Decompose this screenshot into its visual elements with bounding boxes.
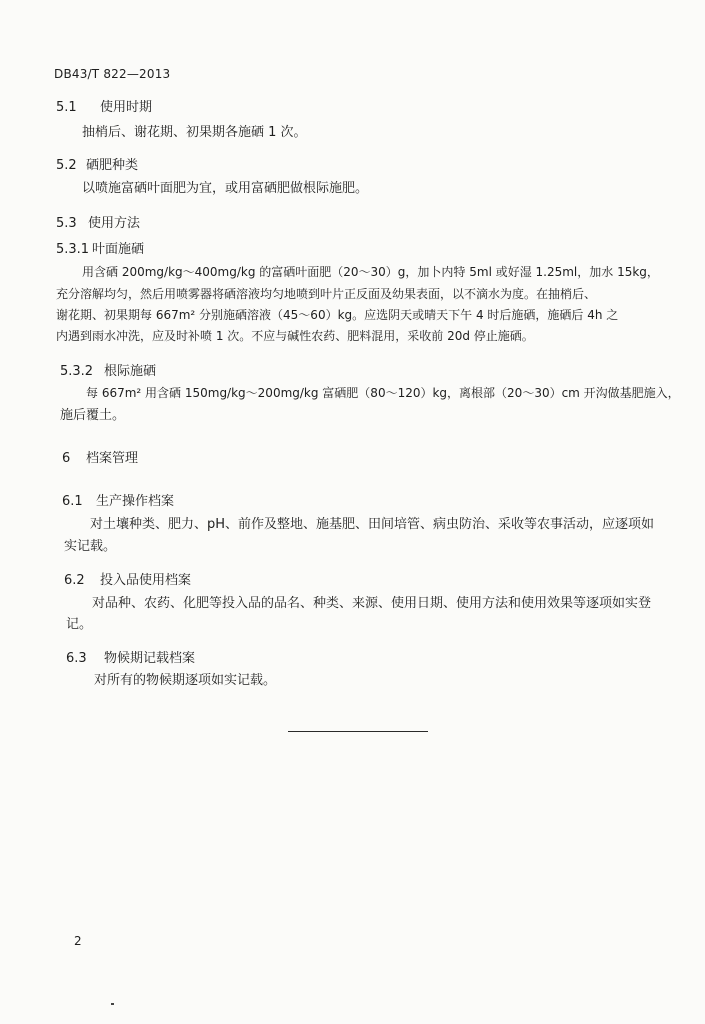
section-5-3-1-line: 谢花期、初果期每 667m² 分别施硒溶液（45～60）kg。应选阴天或晴天下午 4 时后施硒，施硒后 4h 之 [56, 308, 619, 322]
section-5-3-heading [56, 212, 140, 231]
section-6-2-line: 记。 [66, 617, 93, 632]
section-title: 硒肥种类 [86, 158, 139, 173]
section-5-2-body: 以喷施富硒叶面肥为宜，或用富硒肥做根际施肥。 [82, 181, 369, 196]
section-number: 6.1 [62, 494, 83, 509]
section-5-3-2-line: 施后覆土。 [60, 408, 126, 423]
section-6-heading [62, 447, 138, 466]
section-title: 投入品使用档案 [100, 573, 192, 588]
section-title: 生产操作档案 [96, 494, 175, 509]
section-number: 6.3 [66, 651, 87, 666]
page-number: 2 [74, 934, 82, 948]
section-title: 物候期记载档案 [104, 651, 196, 666]
section-6-3-heading [66, 647, 195, 666]
section-number: 5.3 [56, 216, 77, 231]
section-5-3-2-line: 每 667m² 用含硒 150mg/kg～200mg/kg 富硒肥（80～120）kg，离根部（20～30）cm 开沟做基肥施入， [86, 386, 680, 400]
scan-speck [111, 1003, 114, 1005]
end-of-text-rule [288, 731, 428, 732]
section-5-1-body: 抽梢后、谢花期、初果期各施硒 1 次。 [82, 125, 307, 140]
section-6-2-line: 对品种、农药、化肥等投入品的品名、种类、来源、使用日期、使用方法和使用效果等逐项如实登 [92, 596, 652, 611]
section-number: 5.2 [56, 158, 77, 173]
section-6-2-heading [64, 569, 191, 588]
section-5-3-1-line: 用含硒 200mg/kg～400mg/kg 的富硒叶面肥（20～30）g，加卜内特 5ml 或好湿 1.25ml，加水 15kg， [82, 265, 659, 279]
section-number: 6 [62, 451, 71, 466]
section-title: 叶面施硒 [92, 242, 145, 257]
section-title: 使用方法 [88, 216, 141, 231]
section-number: 5.3.1 [56, 242, 90, 257]
section-title: 使用时期 [100, 100, 153, 115]
section-6-1-heading [62, 490, 174, 509]
section-number: 6.2 [64, 573, 85, 588]
section-5-3-1-heading [56, 238, 144, 257]
section-title: 档案管理 [86, 451, 139, 466]
section-5-2-heading [56, 154, 138, 173]
section-title: 根际施硒 [104, 364, 157, 379]
section-6-1-line: 实记载。 [64, 539, 117, 554]
section-5-3-2-heading [60, 360, 156, 379]
section-5-3-1-line: 充分溶解均匀，然后用喷雾器将硒溶液均匀地喷到叶片正反面及幼果表面，以不滴水为度。在抽梢后、 [56, 287, 597, 301]
section-5-1-heading [56, 96, 152, 115]
section-6-1-line: 对土壤种类、肥力、pH、前作及整地、施基肥、田间培管、病虫防治、采收等农事活动，应逐项如 [90, 517, 655, 532]
section-number: 5.3.2 [60, 364, 94, 379]
section-number: 5.1 [56, 100, 77, 115]
standard-code: DB43/T 822—2013 [54, 67, 171, 81]
section-5-3-1-line: 内遇到雨水冲洗，应及时补喷 1 次。不应与碱性农药、肥料混用，采收前 20d 停止施硒。 [56, 329, 534, 343]
section-6-3-body: 对所有的物候期逐项如实记载。 [94, 673, 277, 688]
